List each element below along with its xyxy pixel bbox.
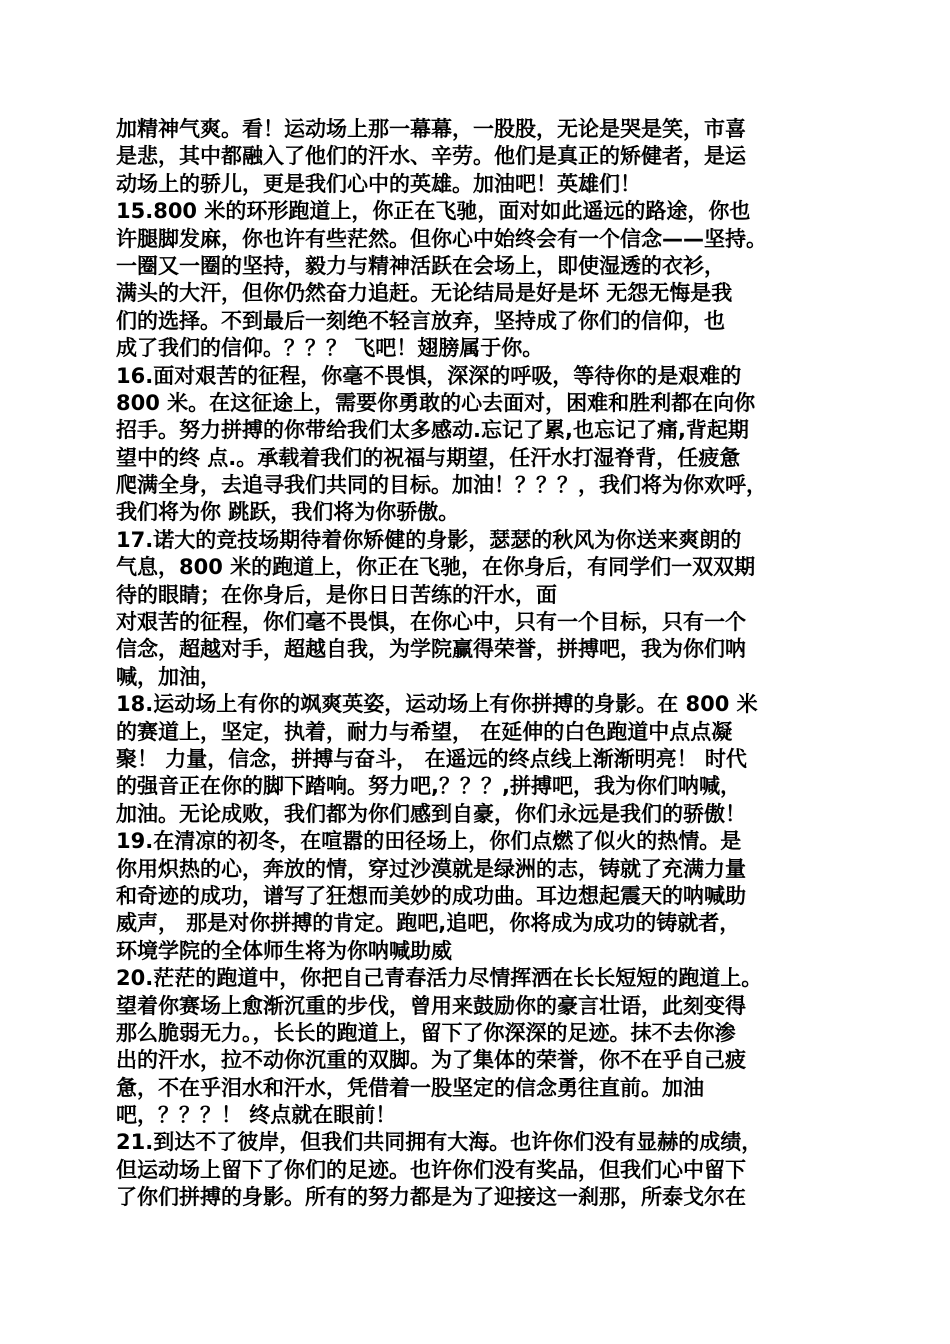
text-line: 但运动场上留下了你们的足迹。也许你们没有奖品，但我们心中留下 — [116, 1157, 746, 1182]
text-line: 爬满全身，去追寻我们共同的目标。加油！？？？，我们将为你欢呼， — [116, 473, 767, 498]
text-line: 喊，加油， — [116, 664, 221, 689]
text-line: 吧，？？？！ 终点就在眼前！ — [116, 1103, 397, 1128]
text-line: 望着你赛场上愈渐沉重的步伐，曾用来鼓励你的豪言壮语，此刻变得 — [116, 993, 746, 1018]
text-line: 的强音正在你的脚下踏响。努力吧,？？？,拼搏吧，我为你们呐喊， — [116, 774, 741, 799]
text-line: 那么脆弱无力。，长长的跑道上，留下了你深深的足迹。抹不去你渗 — [116, 1020, 736, 1045]
text-line: 18.运动场上有你的飒爽英姿，运动场上有你拼搏的身影。在 800 米 — [116, 692, 758, 717]
text-line: 19.在清凉的初冬，在喧嚣的田径场上，你们点燃了似火的热情。是 — [116, 829, 742, 854]
text-line: 信念，超越对手，超越自我，为学院赢得荣誉，拼搏吧，我为你们呐 — [116, 637, 746, 662]
text-line: 17.诺大的竞技场期待着你矫健的身影，瑟瑟的秋风为你送来爽朗的 — [116, 527, 742, 552]
text-line: 动场上的骄儿，更是我们心中的英雄。加油吧！英雄们！ — [116, 171, 641, 196]
text-line: 成了我们的信仰。？？？ 飞吧！翅膀属于你。 — [116, 336, 544, 361]
text-line: 一圈又一圈的坚持，毅力与精神活跃在会场上，即使湿透的衣衫， — [116, 253, 725, 278]
text-line: 21.到达不了彼岸，但我们共同拥有大海。也许你们没有显赫的成绩， — [116, 1130, 763, 1155]
text-line: 是悲，其中都融入了他们的汗水、辛劳。他们是真正的矫健者，是运 — [116, 144, 746, 169]
text-line: 对艰苦的征程，你们毫不畏惧，在你心中，只有一个目标，只有一个 — [116, 610, 746, 635]
text-line: 我们将为你 跳跃，我们将为你骄傲。 — [116, 500, 460, 525]
text-line: 满头的大汗，但你仍然奋力追赶。无论结局是好是坏 无怨无悔是我 — [116, 281, 733, 306]
text-line: 15.800 米的环形跑道上，你正在飞驰，面对如此遥远的路途，你也 — [116, 199, 751, 224]
text-line: 气息，800 米的跑道上，你正在飞驰，在你身后，有同学们一双双期 — [116, 555, 756, 580]
text-line: 威声， 那是对你拼搏的肯定。跑吧,追吧，你将成为成功的铸就者， — [116, 911, 741, 936]
document-body — [116, 116, 846, 1212]
text-line: 加油。无论成败，我们都为你们感到自豪，你们永远是我们的骄傲！ — [116, 801, 746, 826]
text-line: 许腿脚发麻，你也许有些茫然。但你心中始终会有一个信念——坚持。 — [116, 226, 767, 251]
text-line: 望中的终 点.。承载着我们的祝福与期望，任汗水打湿脊背，任疲惫 — [116, 445, 741, 470]
text-line: 聚！ 力量，信念，拼搏与奋斗， 在遥远的终点线上渐渐明亮！ 时代 — [116, 746, 747, 771]
text-line: 20.茫茫的跑道中，你把自己青春活力尽情挥洒在长长短短的跑道上。 — [116, 966, 763, 991]
text-line: 16.面对艰苦的征程，你毫不畏惧，深深的呼吸，等待你的是艰难的 — [116, 363, 742, 388]
text-line: 800 米。在这征途上，需要你勇敢的心去面对，困难和胜利都在向你 — [116, 390, 756, 415]
text-line: 惫，不在乎泪水和汗水，凭借着一股坚定的信念勇往直前。加油 — [116, 1075, 704, 1100]
text-line: 待的眼睛；在你身后，是你日日苦练的汗水，面 — [116, 582, 557, 607]
text-line: 你用炽热的心，奔放的情，穿过沙漠就是绿洲的志，铸就了充满力量 — [116, 856, 746, 881]
text-line: 加精神气爽。看！运动场上那一幕幕，一股股，无论是哭是笑，市喜 — [116, 117, 746, 141]
text-line: 了你们拼搏的身影。所有的努力都是为了迎接这一刹那，所泰戈尔在 — [116, 1185, 746, 1210]
text-line: 们的选择。不到最后一刻绝不轻言放弃，坚持成了你们的信仰，也 — [116, 308, 725, 333]
text-line: 的赛道上，坚定，执着，耐力与希望， 在延伸的白色跑道中点点凝 — [116, 719, 733, 744]
text-line: 招手。努力拼搏的你带给我们太多感动.忘记了累,也忘记了痛,背起期 — [116, 418, 749, 443]
text-line: 和奇迹的成功，谱写了狂想而美妙的成功曲。耳边想起震天的呐喊助 — [116, 883, 746, 908]
text-line: 环境学院的全体师生将为你呐喊助威 — [116, 938, 452, 963]
text-line: 出的汗水，拉不动你沉重的双脚。为了集体的荣誉，你不在乎自己疲 — [116, 1048, 746, 1073]
